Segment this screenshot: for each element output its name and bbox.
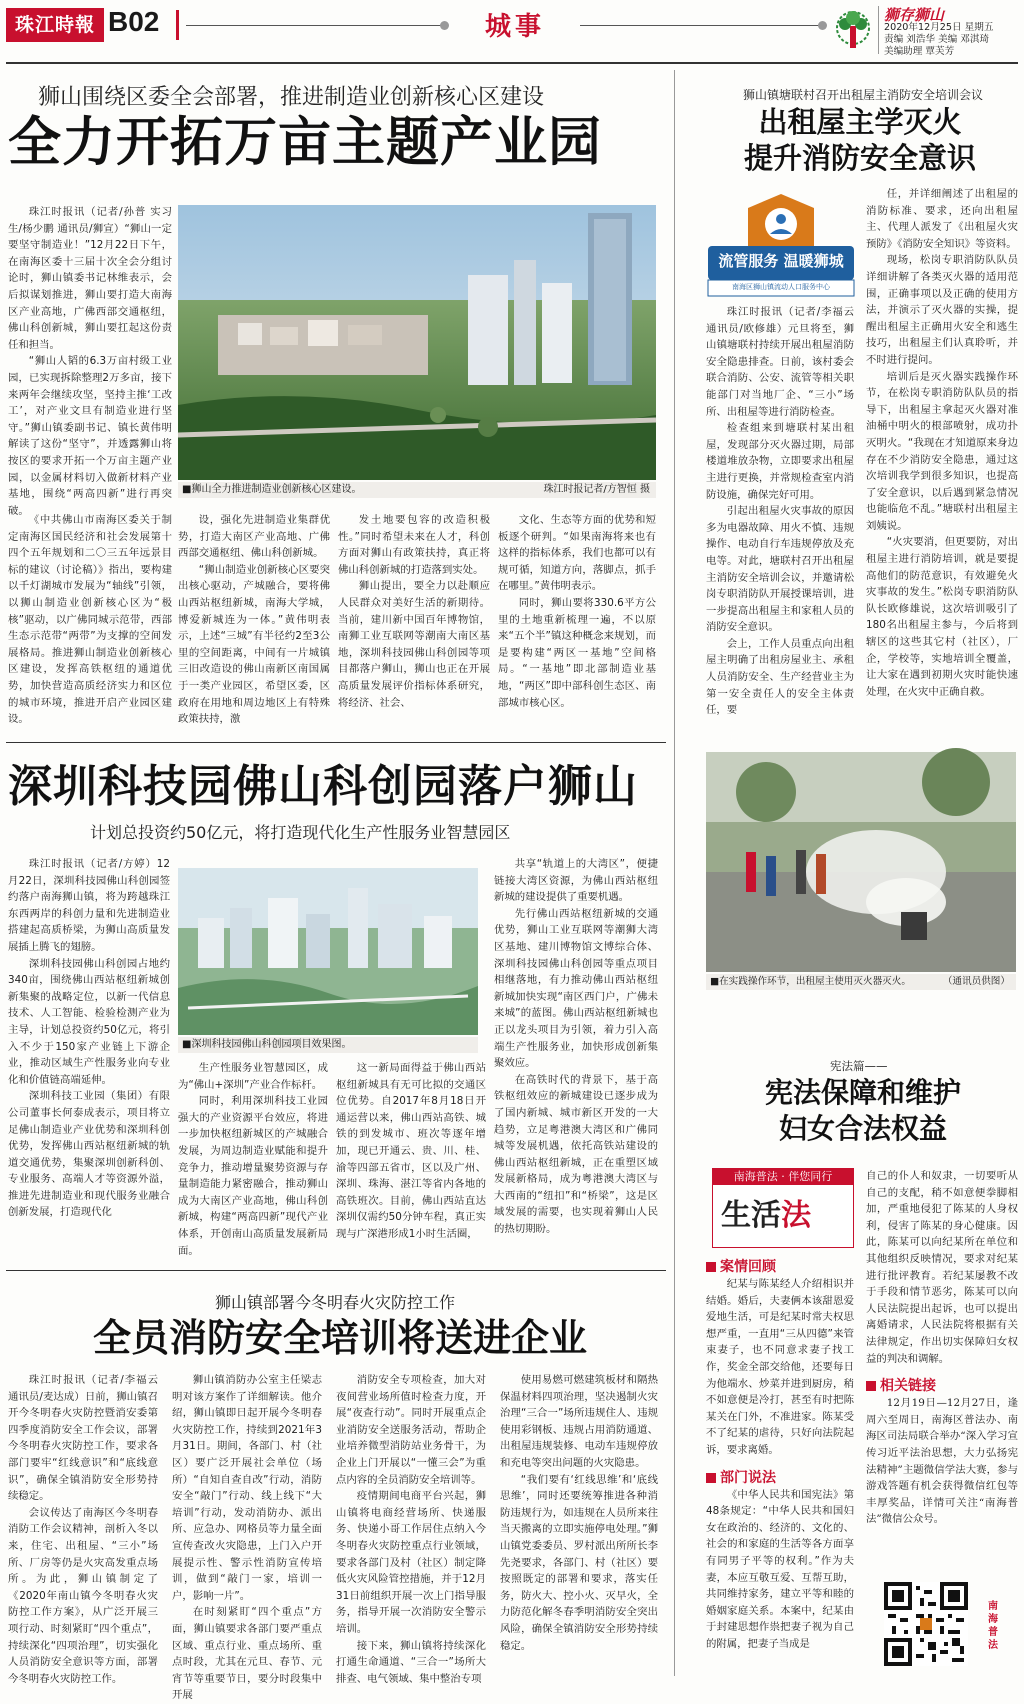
masthead-dot-left	[440, 21, 449, 30]
article3-column-4	[500, 1372, 658, 1672]
right-article1-kicker: 狮山镇塘联村召开出租屋主消防安全培训会议	[742, 88, 983, 102]
masthead-meta	[884, 22, 993, 58]
law-logo-text-b: 法	[781, 1198, 811, 1233]
article3-column-3	[336, 1372, 486, 1685]
article3-column-1	[8, 1372, 158, 1685]
paragraph: 同时，狮山要将330.6平方公里的土地重新梳理一遍，不以原来“五个半”镇这种概念来规划，而是要构建“两区一基地”空间格局。“一基地”即北部制造业基地，“两区”即中部科创生态区、南部城市核心区。	[498, 596, 656, 709]
article1-headline: 全力开拓万亩主题产业园	[8, 111, 602, 173]
masthead-rule-right	[580, 25, 822, 26]
paragraph: 会上，工作人员重点向出租屋主明确了出租房屋业主、承租人员消防安全、生产经营业主为第一安全责任人的安全主体责任，要	[706, 637, 854, 717]
paragraph: 在高铁时代的背景下，基于高铁枢纽效应的新城建设已逐步成为了国内新城、城市新区开发的一大趋势，立足粤港澳大湾区和广佛同城等发展机遇，依托高铁站建设的佛山西站枢纽新城，正在重塑区域发展新格局，成为粤港澳大湾区与大西南的“纽扣”和“桥梁”，这是区域发展的需要，也实现着狮山人民的热切期盼。	[494, 1073, 658, 1236]
editor-credits: 责编 刘浩华 美编 邓淇琦	[884, 34, 990, 45]
article3-kicker: 狮山镇部署今冬明春火灾防控工作	[214, 1293, 455, 1312]
law-column-logo	[712, 1168, 854, 1248]
section-body: 12月19日—12月27日，逢周六至周日，南海区普法办、南海区司法局联合举办“深入学习宣传习近平法治思想，大力弘扬宪法精神”主题微信学法大赛，参与游戏答题有机会获得微信红包等丰厚奖品，详情可关注“南海普法”微信公众号。	[866, 1397, 1018, 1526]
right-article1-column-1	[706, 304, 854, 744]
article3-column-2	[172, 1372, 322, 1702]
article2-subheadline: 计划总投资约50亿元，将打造现代化生产性服务业智慧园区	[90, 823, 511, 842]
paragraph: 狮山镇消防办公室主任梁志明对该方案作了详细解读。他介绍，狮山镇即日起开展今冬明春火灾防控工作，持续到2021年3月31日。期间，各部门、村（社区）要广泛开展社会单位（场所）“自知自查自改”行动，消防安全“敲门”行动、线上线下“大培训”行动，发动消防办、派出所、应急办、网格员等力量全面宣传查改火灾隐患，上门入户开展提示性、警示性消防宣传培训，做到“敲门一家，培训一户，影响一片”。	[172, 1374, 322, 1602]
assistant-credits: 美编助理 覃芙芳	[884, 46, 955, 57]
paragraph: “我们要有‘红线思维’和‘底线思维’，同时还要统筹推进各种消防违规行为，如违规在人员所来往当天搬离的立即实施停电处理。”狮山镇党委委员、罗村派出所所长李先尧要求，各部门、村（社区）要按照既定的部署和要求，落实任务，防火大、控小火、灭早火，全力防范化解冬春季明消防安全突出风险，确保全镇消防安全形势持续稳定。	[500, 1473, 658, 1652]
article2-column-2	[178, 1060, 328, 1260]
paragraph: 消防安全专项检查，加大对夜间营业场所值时检查力度，开展“夜查行动”。同时开展重点企业消防安全送服务活动，帮助企业培养微型消防站业务骨干，为企业上门开展以“一懂三会”为重点内容的全员消防安全培训等。	[336, 1374, 486, 1486]
article2-column-3	[336, 1060, 486, 1260]
section-heading: 部门说法	[706, 1467, 854, 1487]
issue-date: 2020年12月25日 星期五	[884, 22, 994, 33]
masthead-rule-left	[186, 25, 444, 26]
paragraph: 文化、生态等方面的优势和短板逐个研判。“如果南海将来也有这样的指标体系，我们也都可以有规可循，知道方向，落脚点，抓手在哪里。”黄伟明表示。	[498, 514, 656, 593]
right-article1-headline	[700, 104, 1020, 176]
column-brand: 狮存狮山	[884, 6, 945, 24]
headline-line-1: 宪法保障和维护	[764, 1076, 961, 1109]
paragraph: 珠江时报讯（记者/李福云 通讯员/麦达成）日前，狮山镇召开今冬明春火灾防控暨消安委第四季度消防安全工作会议，部署今冬明春火灾防控工作，要求各部门要牢“红线意识”和“底线意识”，确保全镇消防安全形势持续稳定。	[8, 1374, 158, 1503]
paragraph: 在时刻紧盯“四个重点”方面，狮山镇要求各部门要严重点区域、重点行业、重点场所、重点时段，尤其在元旦、春节、元宵节等重要节日，要分时段集中开展	[172, 1606, 322, 1702]
paragraph: 现场，松岗专职消防队队员详细讲解了各类灭火器的适用范围，正确事项以及正确的使用方法，并演示了灭火器的实操，提醒出租屋主正确用火安全和逃生技巧，出租屋主们认真聆听，并不时进行提问。	[866, 254, 1018, 366]
right-article1-photo-caption	[706, 974, 1016, 990]
caption-text: ■狮山全力推进制造业创新核心区建设。	[182, 484, 362, 495]
paragraph: “狮山制造业创新核心区要突出核心驱动，产城融合，要将佛山西站枢纽新城，南海大学城，博爱新城连为一体。”黄伟明表示，上述“三城”有半径约2至3公里的空间距离，中间有一片城镇三旧改造设的佛山南新区南国属于一类产业园区，希望区委，区政府在用地和周边地区上有特殊政策扶持，激	[178, 563, 330, 726]
article2-column-1	[8, 856, 170, 1260]
paragraph: 狮山提出，要全力以赴顺应人民群众对美好生活的新期待。当前，建川新中国百年博物馆，南狮工业互联网等潮南大南区基地，深圳科技园佛山科创园等项目都落户狮山，狮山也正在开展高质量发展评价指标体系研究，将经济、社会、	[338, 580, 490, 709]
heading-bullet-icon	[706, 1473, 716, 1483]
heading-bullet-icon	[706, 1262, 716, 1272]
badge-subtitle: 南海区狮山镇流动人口服务中心	[732, 283, 830, 291]
section-divider	[6, 742, 666, 743]
paragraph: 发土地要包容的改造积极性。”同时希望未来在人才，科创方面对狮山有政策扶持，真正将佛山科创新城的打造落到实处。	[338, 514, 490, 576]
section-body: 《中华人民共和国宪法》第48条规定：“中华人民共和国妇女在政治的、经济的、文化的、社会的和家庭的生活等各方面享有同男子平等的权利。”作为夫妻，本应互敬互爱、互帮互助，共同维持家务，建立平等和睦的婚姻家庭关系。本案中，纪某由于封建思想作祟把妻子视为自己的附属，把妻子当成是	[706, 1488, 854, 1650]
masthead-divider	[878, 6, 879, 54]
paragraph: 深圳科技园佛山科创园占地约340亩，围绕佛山西站枢纽新城创新集聚的战略定位，以新一代信息技术、人工智能、检验检测产业为主导，计划总投资约50亿元，将引入不少于150家产业链上下游企业，推动区域生产性服务业向专业化和价值链高端延伸。	[8, 957, 170, 1086]
paragraph: 同时，利用深圳科技工业园强大的产业资源平台效应，将进一步加快枢纽新城区的产城融合发展，为周边制造业赋能和提升竞争力，推动增量聚势资源与存量制造能力紧密融合，推动狮山成为大南区产业高地，佛山科创新城，构建“两高四新”现代产业体系，开创南山高质量发展新局面。	[178, 1095, 328, 1257]
town-emblem-icon	[830, 8, 876, 52]
paragraph: 生产性服务业智慧园区，成为“佛山+深圳”产业合作标杆。	[178, 1062, 328, 1091]
section-heading: 案情回顾	[706, 1256, 854, 1276]
article1-column-3	[178, 512, 330, 732]
photo-credit: （通讯员供图）	[942, 976, 1010, 987]
paragraph: “火灾要消，但更要防，对出租屋主进行消防培训，就是要提高他们的防范意识，有效避免火灾事故的发生。”松岗专职消防队队长欧修雄说，这次培训吸引了180名出租屋主参与，今后将到辖区的这些其它村（社区），厂企，学校等，实地培训全覆盖，让大家在遇到初期火灾时能快速处理，在火灾中正确自救。	[866, 536, 1018, 698]
section-body: 纪某与陈某经人介绍相识并结婚。婚后，夫妻俩本该甜恩爱爱地生活，可是纪某时常夫权思想严重，一直用“三从四德”来管束妻子，也不同意求妻子找工作，奖金全部交给他，还要每日为他端水、炒菜并进到厨房，稍不如意便是冷打，甚至有时把陈某关在门外，不准进家。陈某受不了纪某的虐待，只好向法院起诉，要求离婚。	[706, 1278, 854, 1456]
page-number: B02	[108, 6, 160, 37]
article1-kicker: 狮山围绕区委全会部署，推进制造业创新核心区建设	[38, 85, 545, 110]
paragraph: 深圳科技工业园（集团）有限公司董事长何泰成表示，项目将立足佛山制造业产业优势和深圳科创优势，发挥佛山西站枢纽新城的轨道交通优势，集聚深圳创新科创、专业服务、高端人才等资源外溢，推进先进制造业和现代服务业融合创新发展，打造现代化	[8, 1090, 170, 1219]
paragraph: 先行佛山西站枢纽新城的交通优势，狮山工业互联网等潮狮大湾区基地、建川博物馆文博综合体、深圳科技园佛山科创园等重点项目相继落地，有力推动佛山西站枢纽新城加快实现“南区西门户，广佛未来城”的蓝图。佛山西站枢纽新城也正以龙头项目为引领，着力引入高端生产性服务业，加快形成创新集聚效应。	[494, 907, 658, 1070]
article1-column-2	[8, 512, 172, 732]
headline-line-2: 提升消防安全意识	[743, 141, 976, 175]
paragraph: 检查组来到塘联村某出租屋，发现部分灭火器过期，局部楼道堆放杂物，立即要求出租屋主进行更换，并常规检查室内消防设施，确保完好可用。	[706, 422, 854, 501]
paragraph: 会议传达了南海区今冬明春消防工作会议精神，剖析入冬以来，住宅、出租屋、“三小”场所、厂房等仍是火灾高发重点场所。为此，狮山镇制定了《2020年南山镇今冬明春火灾防控工作方案》，从广泛开展三项行动、时刻紧盯“四个重点”，持续深化“四项治理”，切实强化人员消防安全意识等方面，部署今冬明春火灾防控工作。	[8, 1506, 158, 1685]
headline-line-2: 妇女合法权益	[778, 1112, 947, 1145]
masthead-underline	[6, 62, 1018, 64]
law-logo-text-a: 生活	[721, 1198, 781, 1233]
section-heading: 相关链接	[866, 1375, 1018, 1395]
right-article1-column-2	[866, 186, 1018, 744]
article1-column-1	[8, 204, 172, 517]
section-divider	[6, 1270, 666, 1271]
paragraph: 珠江时报讯（记者/方婷）12月22日，深圳科技园佛山科创园签约落户南海狮山镇，将为跨越珠江东西两岸的科创力量和先进制造业搭建起高质桥梁，为狮山高质量发展插上腾飞的翅膀。	[8, 858, 170, 953]
photo-credit: 珠江时报记者/方智恒 摄	[543, 484, 650, 495]
paragraph: 疫情期间电商平台兴起，狮山镇将电商经营场所、快递服务、快递小哥工作居住点纳入今冬明春火灾防控重点行业领域，要求各部门及村（社区）制定降低火灾风险管控措施，并于12月31日前组织开展一次上门指导服务，指导开展一次消防安全警示培训。	[336, 1490, 486, 1635]
section-title: 城事	[484, 12, 545, 42]
article2-column-4	[494, 856, 658, 1260]
headline-line-1: 出租屋主学灭火	[758, 105, 962, 139]
law-box-title: 南海普法 · 伴您同行	[713, 1169, 853, 1185]
paper-logo: 珠江時報	[6, 8, 104, 42]
right-article2-kicker: 宪法篇——	[830, 1059, 888, 1073]
article2-photo-caption: ■深圳科技园佛山科创园项目效果图。	[178, 1037, 478, 1053]
section-body: 自己的仆人和奴隶，一切要听从自己的支配，稍不如意便拳脚相加，严重地侵犯了陈某的人身权利，侵害了陈某的身心健康。因此，陈某可以向纪某所在单位和其他组织反映情况，要求对纪某进行批评教育。若纪某屡教不改于手段和情节恶劣，陈某可以向人民法院提出起诉，也可以提出离婚请求，人民法院将根据有关法律规定，作出切实保障妇女权益的判决和调解。	[866, 1170, 1018, 1365]
qr-label: 南海普法	[988, 1601, 998, 1651]
right-article2-column-2	[866, 1168, 1018, 1578]
paragraph: 珠江时报讯（记者/李福云 通讯员/欧修雄）元旦将至，狮山镇塘联村持续开展出租屋消防安全隐患排查。日前，该村委会联合消防、公安、流管等相关职能部门对当地厂企、“三小”场所、出租屋等进行消防检查。	[706, 306, 854, 418]
article2-headline: 深圳科技园佛山科创园落户狮山	[8, 761, 638, 812]
qr-code-icon[interactable]	[884, 1582, 968, 1666]
paragraph: 引起出租屋火灾事故的原因多为电器故障、用火不慎、违规操作、电动自行车违规停放及充电等。对此，塘联村召开出租屋主消防安全培训会议，并邀请松岗专职消防队开展授课培训，进一步提高出租屋主和家租人员的消防安全意识。	[706, 505, 854, 634]
paragraph: “狮山人韬的6.3万亩村级工业园，已实现拆除整理2万多亩，接下来两年会继续攻坚，坚持主推‘工改工’，对产业文旦有制造业进行坚守。”狮山镇委副书记、镇长黄伟明解读了这份“坚守”，并透露狮山将按区的要求开拓一个万亩主题产业园，以金属材料切入做新材料产业基地，围绕“两高四新”进行再突破。	[8, 355, 172, 517]
paragraph: 使用易燃可燃建筑板材和隔热保温材料四项治理，坚决遏制火灾治理“三合一”场所违规住人、违规使用彩钢板、违规占用消防通道、出租屋违规装修、电动车违规停放和充电等突出问题的火灾隐患。	[500, 1374, 658, 1469]
heading-bullet-icon	[866, 1381, 876, 1391]
article3-headline: 全员消防安全培训将送进企业	[92, 1315, 587, 1360]
paragraph: 培训后是灭火器实践操作环节，在松岗专职消防队队员的指导下，出租屋主拿起灭火器对准油桶中明火的根部喷射，成功扑灭明火。“我现在才知道原来身边存在不少消防安全隐患，通过这次培训我学到很多知识，也提高了安全意识，以后遇到紧急情况也能临危不乱。”塘联村出租屋主刘姨说。	[866, 370, 1018, 532]
paragraph: 这一新局面得益于佛山西站枢纽新城具有无可比拟的交通区位优势。自2017年8月18日开通运营以来，佛山西站高铁、城铁的到发城市、班次等逐年增加，现已开通云、贵、川、桂、渝等四部五省市，区以及广州、深圳、珠海、湛江等省内各地的高铁班次。目前，佛山西站直达深圳仅需约50分钟车程，真正实现与广深港形成1小时生活圈，	[336, 1062, 486, 1240]
paragraph: 珠江时报讯（记者/孙普 实习生/杨少鹏 通讯员/狮宣）“狮山一定要坚守制造业！”12月22日下午，在南海区委十三届十次全会分组讨论时，狮山镇委书记林维表示，会后拟谋划推进，狮山要打造大南海区产业高地，广佛西部交通枢纽，佛山科创新城，狮山要扛起这份责任和担当。	[8, 206, 172, 351]
article1-photo-caption	[178, 482, 656, 498]
badge-title: 流管服务 温暖狮城	[718, 252, 844, 270]
paragraph: 接下来，狮山镇将持续深化打通生命通道、“三合一”场所大排查、电气领域、集中整治专项	[336, 1639, 486, 1685]
caption-text: ■在实践操作环节，出租屋主使用灭火器灭火。	[710, 976, 911, 987]
fire-drill-photo	[706, 752, 1016, 972]
masthead-dot-right	[818, 21, 827, 30]
article1-column-4	[338, 512, 490, 732]
right-article2-column-1	[706, 1256, 854, 1674]
article1-column-5	[498, 512, 656, 732]
paragraph: 《中共佛山市南海区委关于制定南海区国民经济和社会发展第十四个五年规划和二〇三五年远景目标的建议（讨论稿）》指出，要构建以千灯湖城市发展为“轴线”引领，以狮山制造业创新核心区为“极核”驱动，以广佛同城示范带，西部生态示范带“两带”为支撑的空间发展格局。推进狮山制造业创新核心区建设，发挥高铁枢纽的通道优势，加快营造高质经济实力和区位的城市环境，推进开启产业园区建设。	[8, 514, 172, 726]
column-divider	[674, 70, 675, 1676]
paragraph: 设，强化先进制造业集群优势，打造大南区产业高地、广佛西部交通枢纽、佛山科创新城。	[178, 514, 330, 560]
paragraph: 任，并详细阐述了出租屋的消防标准、要求，还向出租屋主、代理人派发了《出租屋火灾预防》《消防安全知识》等资料。	[866, 188, 1018, 250]
right-article2-headline	[708, 1075, 1018, 1147]
paragraph: 共享“轨道上的大湾区”，便捷链接大湾区资源，为佛山西站枢纽新城的建设提供了重要机遇。	[494, 858, 658, 904]
science-park-rendering	[178, 868, 478, 1035]
masthead-accent-bar	[176, 10, 179, 40]
industrial-park-aerial-photo	[178, 205, 656, 480]
